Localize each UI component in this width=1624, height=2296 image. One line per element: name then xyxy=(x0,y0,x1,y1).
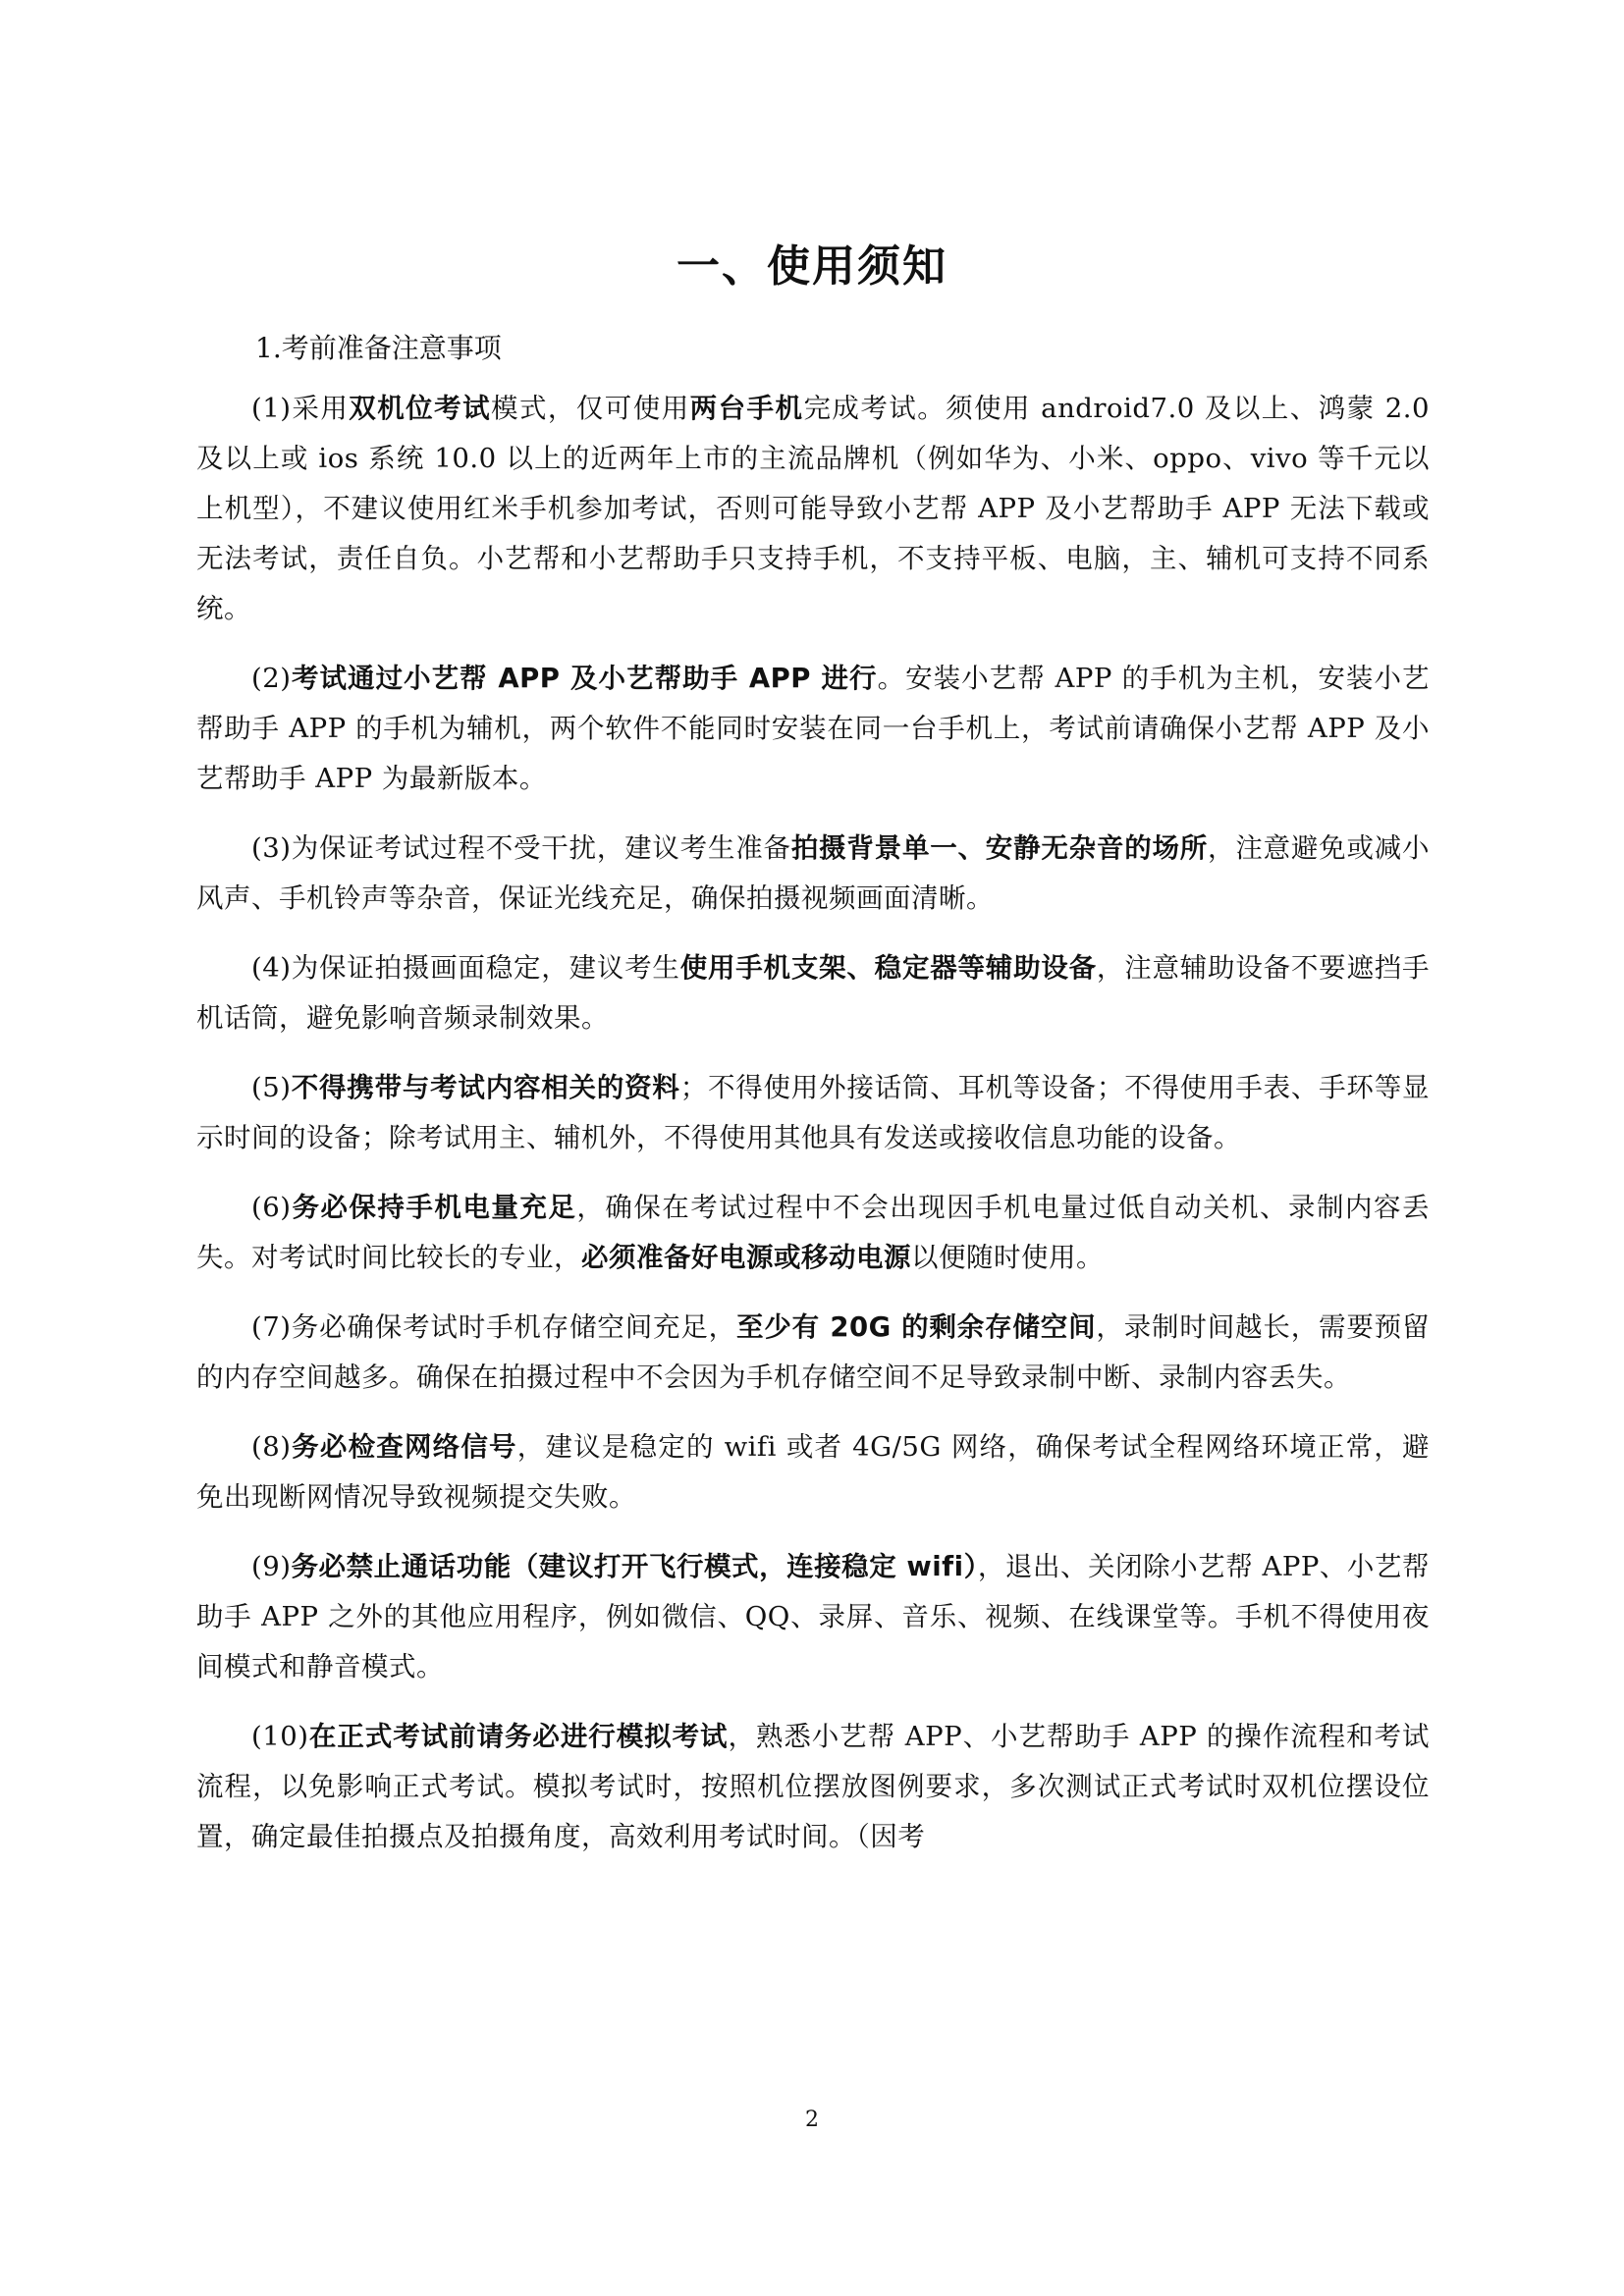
body-text: ；不得使用外接话筒、耳机等设备；不得使用手表、手环等显示时间的设备；除考试用主、辅机外，不得使用其他具有发送或接收信息功能的设备。 xyxy=(196,1072,1430,1153)
body-text: ，录制时间越长，需要预留的内存空间越多。确保在拍摄过程中不会因为手机存储空间不足导致录制中断、录制内容丢失。 xyxy=(196,1311,1430,1393)
paragraph-7 xyxy=(196,1303,1430,1403)
body-text: ，建议是稳定的 wifi 或者 4G/5G 网络，确保考试全程网络环境正常，避免出现断网情况导致视频提交失败。 xyxy=(196,1431,1431,1513)
emphasis-text: 务必保持手机电量充足 xyxy=(291,1192,577,1223)
paragraph-10 xyxy=(196,1712,1430,1862)
emphasis-text: 至少有 20G 的剩余存储空间 xyxy=(736,1311,1097,1343)
paragraph-3 xyxy=(196,824,1430,924)
body-text: (2) xyxy=(251,663,292,694)
emphasis-text: 拍摄背景单一、安静无杂音的场所 xyxy=(790,832,1209,864)
body-text: (10) xyxy=(251,1721,309,1752)
body-text: (3)为保证考试过程不受干扰，建议考生准备 xyxy=(251,832,791,864)
body-text: ，注意辅助设备不要遮挡手机话筒，避免影响音频录制效果。 xyxy=(196,952,1431,1034)
section-heading: 1.考前准备注意事项 xyxy=(255,332,502,364)
page-title: 一、使用须知 xyxy=(677,241,947,292)
body-text: (6) xyxy=(251,1192,292,1223)
body-text: 完成考试。须使用 android7.0 及以上、鸿蒙 2.0 及以上或 ios 系统 10.0 以上的近两年上市的主流品牌机（例如华为、小米、oppo、vivo 等千元以上机型），不建议使用红米手机参加考试，否则可能导致小艺帮 APP 及小艺帮助手 APP 无法下载或无法考试，责任自负。小艺帮和小艺帮助手只支持手机，不支持平板、电脑，主、辅机可支持不同系统。 xyxy=(196,393,1431,624)
document-body xyxy=(196,329,1430,1882)
body-text: ，注意避免或减小风声、手机铃声等杂音，保证光线充足，确保拍摄视频画面清晰。 xyxy=(196,832,1431,914)
emphasis-text: 两台手机 xyxy=(689,393,804,424)
body-text: ，确保在考试过程中不会出现因手机电量过低自动关机、录制内容丢失。对考试时间比较长的专业， xyxy=(196,1192,1431,1273)
paragraph-1 xyxy=(196,384,1430,634)
emphasis-text: 务必禁止通话功能（建议打开飞行模式，连接稳定 wifi） xyxy=(291,1551,978,1582)
paragraph-2 xyxy=(196,654,1430,804)
emphasis-text: 必须准备好电源或移动电源 xyxy=(581,1242,911,1273)
emphasis-text: 在正式考试前请务必进行模拟考试 xyxy=(308,1721,729,1752)
emphasis-text: 双机位考试 xyxy=(349,393,492,424)
body-text: 以便随时使用。 xyxy=(911,1242,1104,1273)
body-text: (1)采用 xyxy=(251,393,350,424)
body-text: 。安装小艺帮 APP 的手机为主机，安装小艺帮助手 APP 的手机为辅机，两个软件不能同时安装在同一台手机上，考试前请确保小艺帮 APP 及小艺帮助手 APP 为最新版本。 xyxy=(196,663,1430,794)
emphasis-text: 使用手机支架、稳定器等辅助设备 xyxy=(679,952,1097,984)
emphasis-text: 不得携带与考试内容相关的资料 xyxy=(291,1072,680,1103)
body-text: (8) xyxy=(251,1431,292,1463)
body-text: 模式，仅可使用 xyxy=(491,393,690,424)
paragraph-6 xyxy=(196,1183,1430,1283)
body-text: (9) xyxy=(251,1551,292,1582)
body-text: (4)为保证拍摄画面稳定，建议考生 xyxy=(251,952,680,984)
paragraph-4 xyxy=(196,943,1430,1043)
page-number: 2 xyxy=(805,2108,819,2132)
paragraph-8 xyxy=(196,1422,1430,1522)
paragraph-5 xyxy=(196,1063,1430,1163)
body-text: (7)务必确保考试时手机存储空间充足， xyxy=(251,1311,736,1343)
paragraph-9 xyxy=(196,1542,1430,1692)
emphasis-text: 务必检查网络信号 xyxy=(291,1431,517,1463)
body-text: ，退出、关闭除小艺帮 APP、小艺帮助手 APP 之外的其他应用程序，例如微信、QQ、录屏、音乐、视频、在线课堂等。手机不得使用夜间模式和静音模式。 xyxy=(196,1551,1431,1682)
body-text: (5) xyxy=(251,1072,292,1103)
body-text: ，熟悉小艺帮 APP、小艺帮助手 APP 的操作流程和考试流程，以免影响正式考试。模拟考试时，按照机位摆放图例要求，多次测试正式考试时双机位摆设位置，确定最佳拍摄点及拍摄角度，高效利用考试时间。（因考 xyxy=(196,1721,1430,1852)
emphasis-text: 考试通过小艺帮 APP 及小艺帮助手 APP 进行 xyxy=(291,663,878,694)
